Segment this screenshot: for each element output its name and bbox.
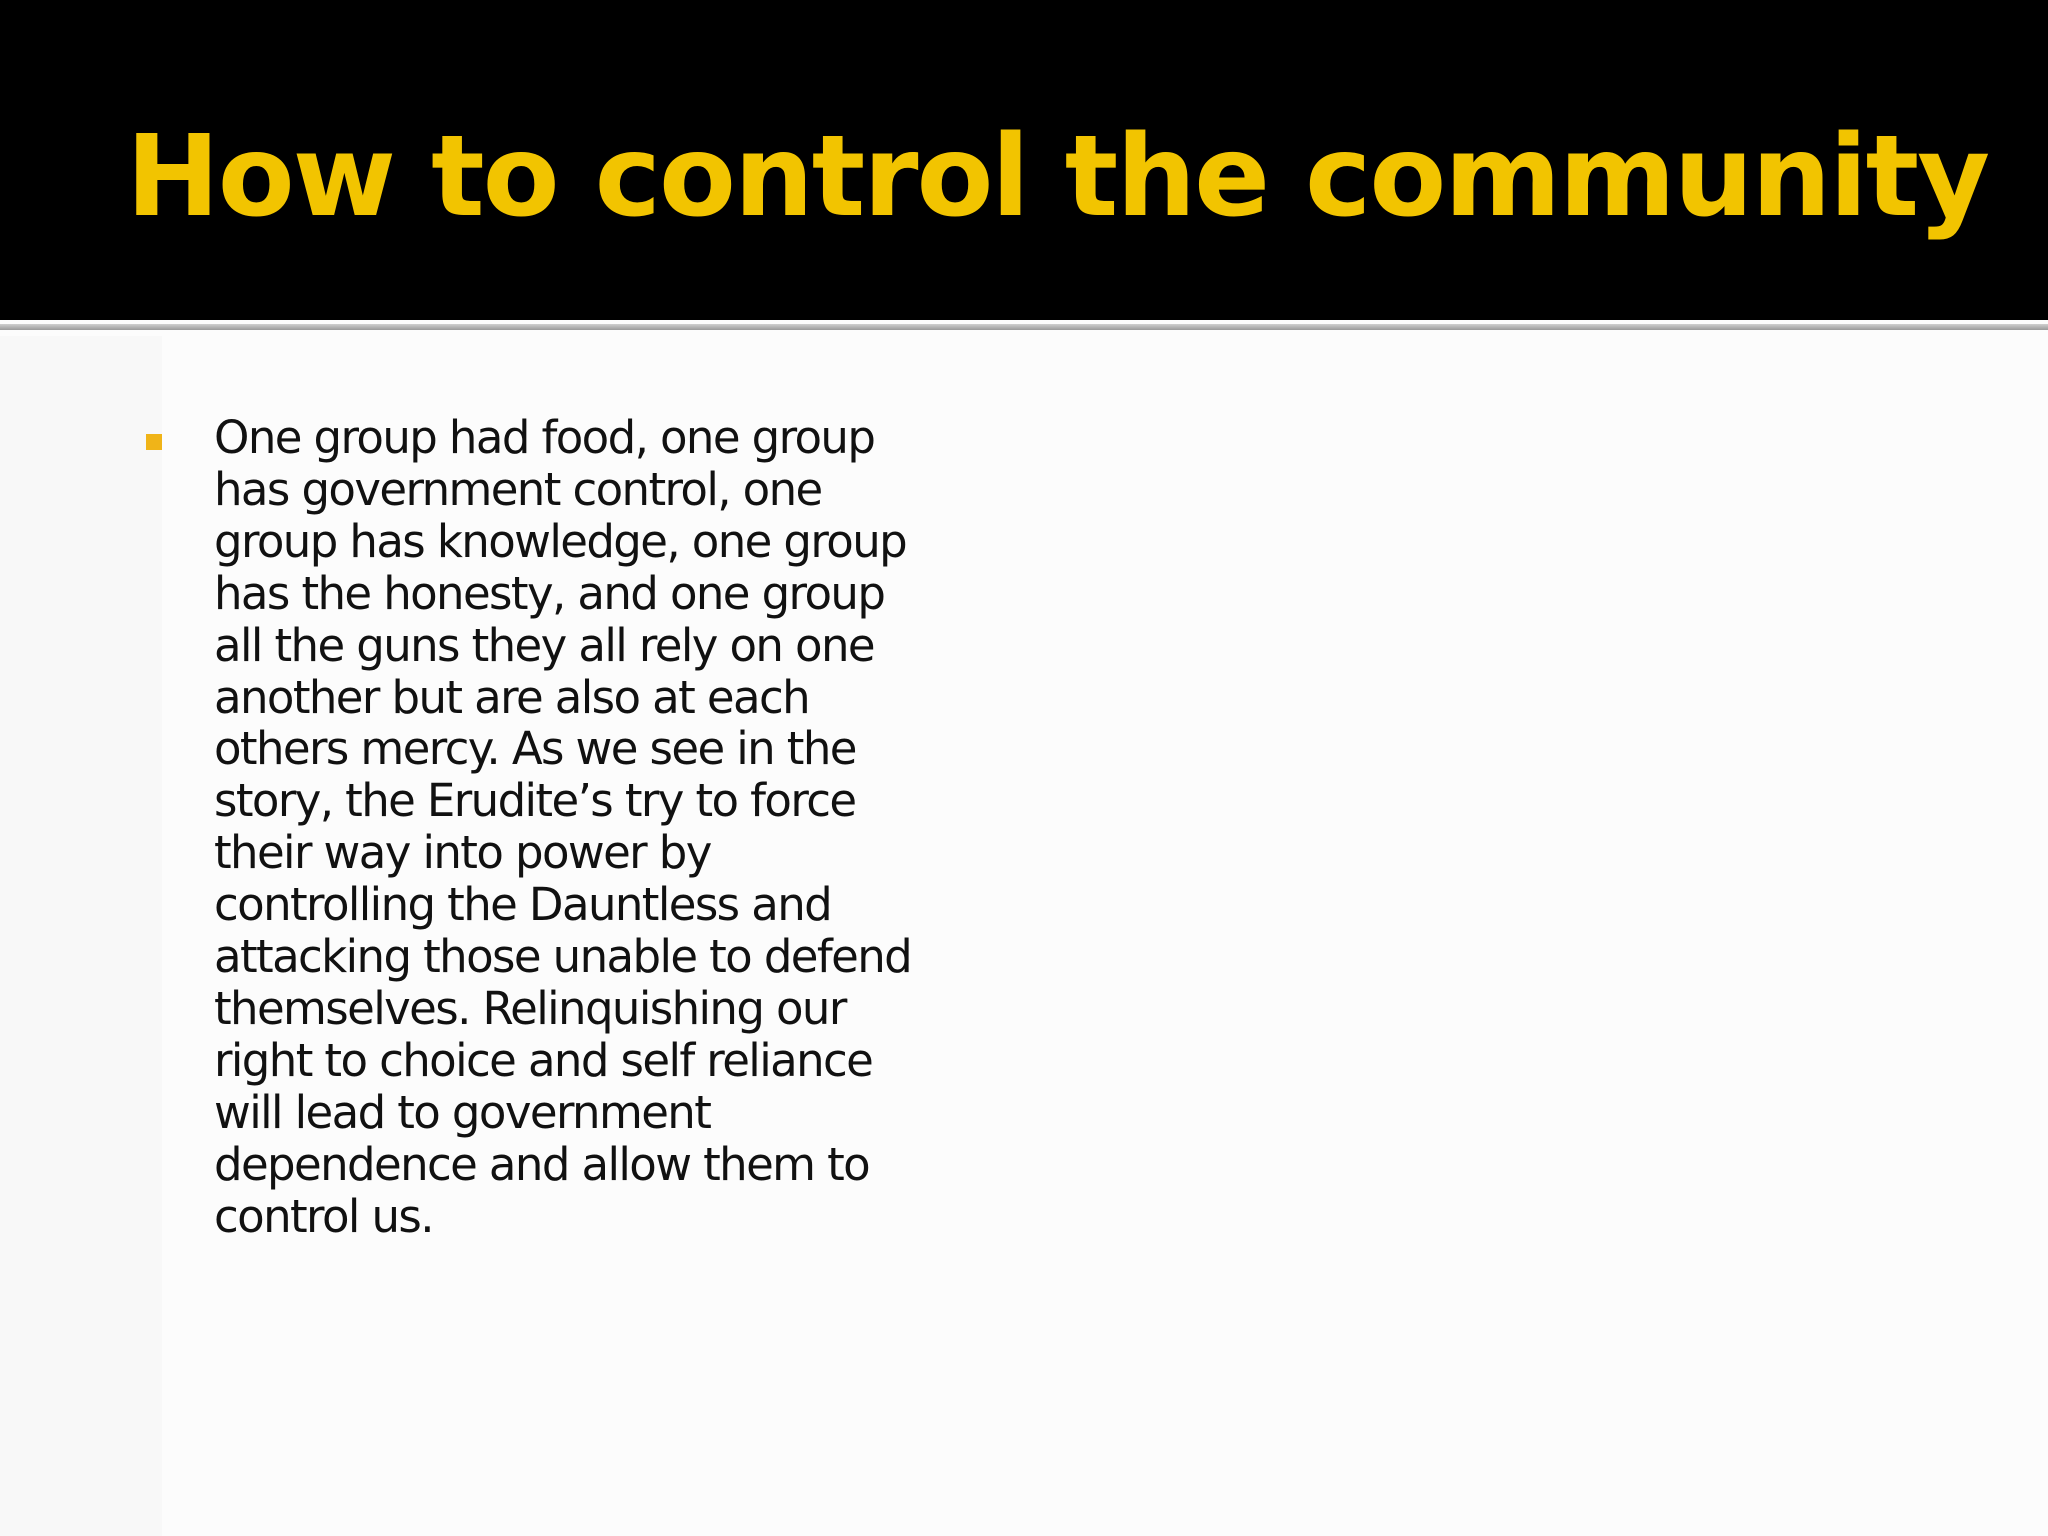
bullet-line: themselves. Relinquishing our [214, 981, 846, 1035]
bullet-line: their way into power by [214, 826, 711, 880]
bullet-line: has the honesty, and one group [214, 566, 885, 620]
bullet-line: has government control, one [214, 462, 822, 516]
title-divider [0, 324, 2048, 330]
bullet-line: all the guns they all rely on one [214, 618, 874, 672]
bullet-line: attacking those unable to defend [214, 930, 912, 984]
bullet-line: story, the Erudite’s try to force [214, 774, 856, 828]
title-bar [0, 0, 2048, 320]
bullet-line: controlling the Dauntless and [214, 878, 832, 932]
bullet-line: dependence and allow them to [214, 1137, 870, 1191]
left-panel-shade [0, 336, 162, 1536]
bullet-line: another but are also at each [214, 670, 810, 724]
bullet-line: One group had food, one group [214, 411, 875, 464]
bullet-line: control us. [214, 1189, 433, 1243]
slide-title: How to control the community [126, 112, 1989, 242]
bullet-square-icon [146, 434, 162, 450]
bullet-line: will lead to government [214, 1085, 711, 1139]
bullet-line: right to choice and self reliance [214, 1033, 873, 1087]
bullet-line: group has knowledge, one group [214, 514, 907, 568]
bullet-line: others mercy. As we see in the [214, 722, 856, 776]
bullet-item [214, 412, 974, 1243]
